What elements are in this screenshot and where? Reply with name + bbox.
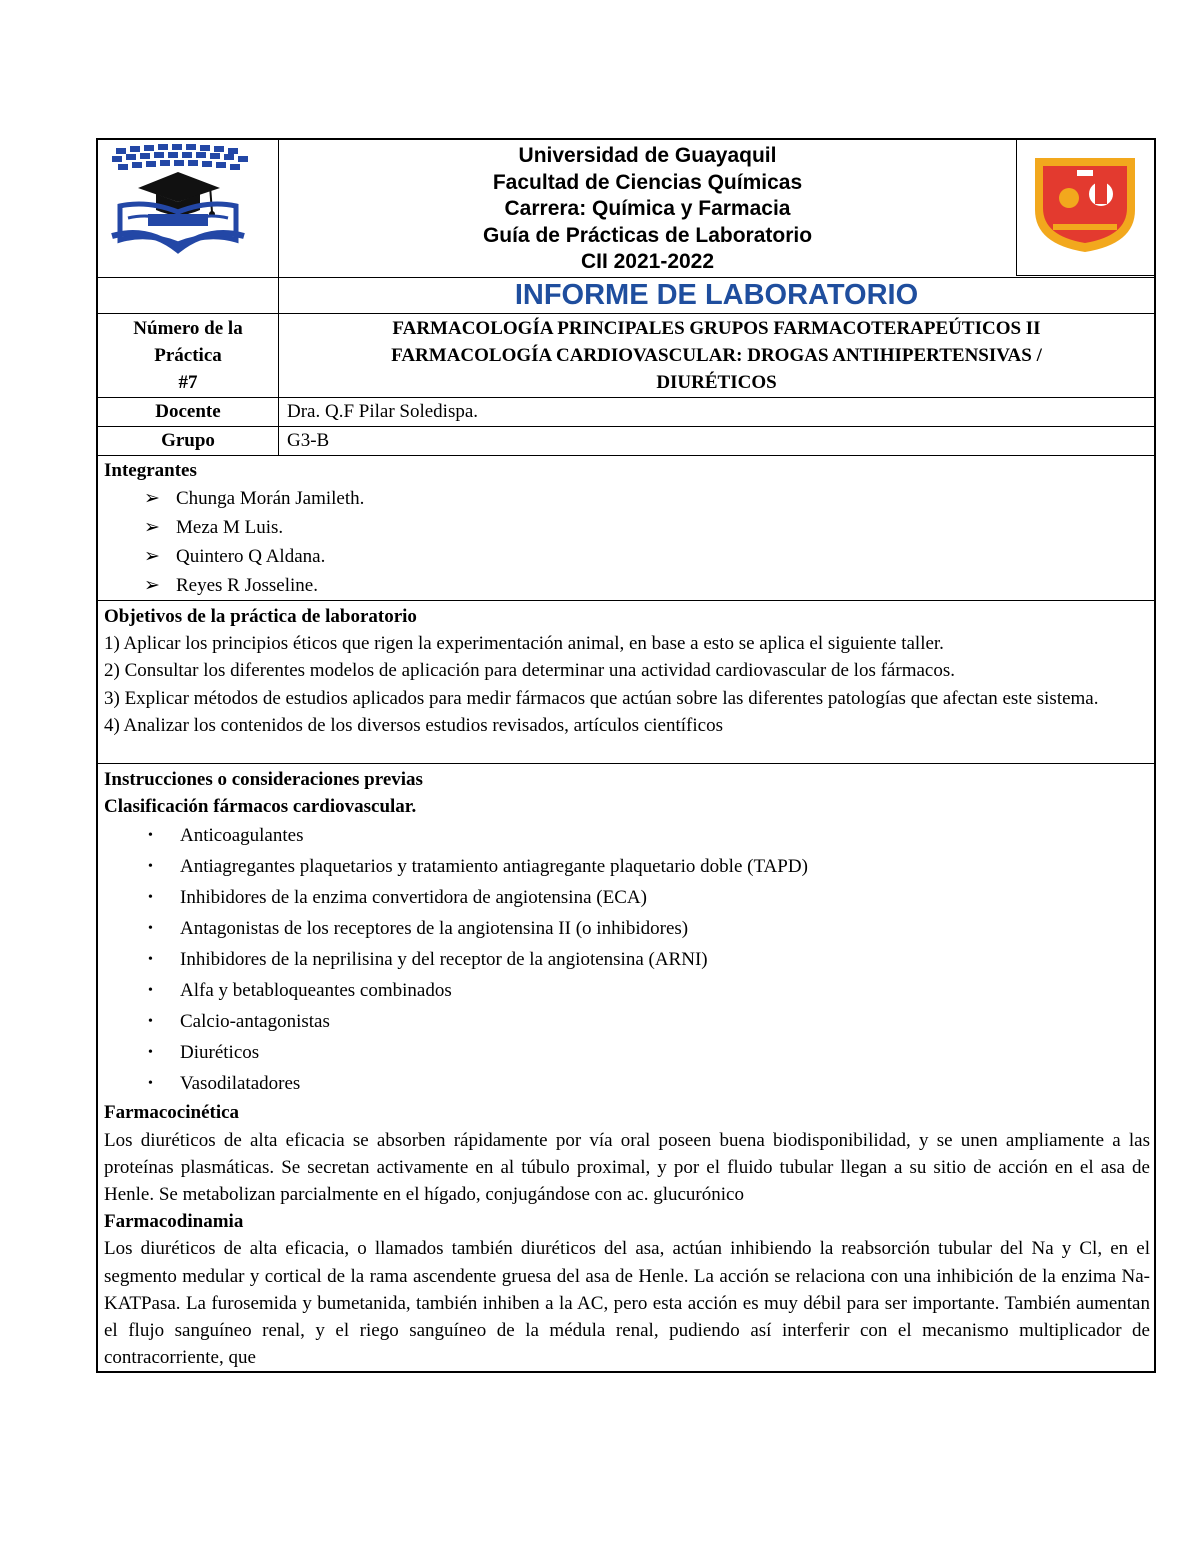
bullet-icon: • xyxy=(148,1076,153,1092)
faculty-name: Facultad de Ciencias Químicas xyxy=(492,170,803,194)
list-item: • Vasodilatadores xyxy=(104,1068,1150,1099)
list-item: ➢ Meza M Luis. xyxy=(104,513,1150,542)
objectives-section xyxy=(98,601,1154,764)
list-item: • Anticoagulantes xyxy=(104,820,1150,851)
pharmacodynamics-text: Los diuréticos de alta eficacia, o llamados también diuréticos del asa, actúan inhibiendo la reabsorción tubular del Na y Cl, en el segmento medular y cortical de la rama ascendente gruesa del asa de Henle. La acción se relaciona con una inhibición de la enzima Na-KATPasa. La furosemida y bumetanida, también inhiben a la AC, pero esta acción es muy débil para ser importante. También aumentan el flujo sanguíneo renal, y el riego sanguíneo de la médula renal, pudiendo así interferir con el mecanismo multiplicador de contracorriente, que xyxy=(104,1238,1150,1369)
members-heading: Integrantes xyxy=(104,460,197,481)
bullet-icon: • xyxy=(148,983,153,999)
members-section xyxy=(98,456,1154,601)
arrow-bullet-icon: ➢ xyxy=(144,488,160,510)
objective-item: 3) Explicar métodos de estudios aplicados para medir fármacos que actúan sobre las diferentes patologías que afectan este sistema. xyxy=(104,687,1099,709)
header-row xyxy=(98,140,1154,278)
instructions-section xyxy=(98,764,1154,1373)
bullet-icon: • xyxy=(148,828,153,844)
bullet-icon: • xyxy=(148,1045,153,1061)
guide-name: Guía de Prácticas de Laboratorio xyxy=(482,223,813,247)
objective-item: 1) Aplicar los principios éticos que rigen la experimentación animal, en base a esto se aplica el siguiente taller. xyxy=(104,633,944,655)
university-logo xyxy=(98,140,276,274)
list-item: • Antiagregantes plaquetarios y tratamiento antiagregante plaquetario doble (TAPD) xyxy=(104,851,1150,882)
career-name: Carrera: Química y Farmacia xyxy=(504,197,791,220)
teacher-label: Docente xyxy=(155,401,221,422)
teacher-row xyxy=(98,398,1154,427)
objective-item: 2) Consultar los diferentes modelos de aplicación para determinar una actividad cardiovascular de los fármacos. xyxy=(104,660,955,682)
objective-item: 4) Analizar los contenidos de los diversos estudios revisados, artículos científicos xyxy=(104,714,723,736)
instructions-heading: Instrucciones o consideraciones previas xyxy=(104,769,423,790)
list-item: ➢ Reyes R Josseline. xyxy=(104,571,1150,600)
arrow-bullet-icon: ➢ xyxy=(144,546,160,568)
bullet-icon: • xyxy=(148,859,153,875)
institution-header xyxy=(278,140,1016,277)
practice-label: Número de la Práctica #7 xyxy=(98,314,278,397)
faculty-logo-cell xyxy=(1016,140,1154,276)
faculty-logo xyxy=(1017,140,1153,274)
bullet-icon: • xyxy=(148,1014,153,1030)
university-logo-cell xyxy=(98,140,278,277)
lab-report-table xyxy=(96,138,1156,1373)
report-title-row xyxy=(98,278,1154,314)
university-name: Universidad de Guayaquil xyxy=(518,144,777,167)
practice-title: FARMACOLOGÍA PRINCIPALES GRUPOS FARMACOTERAPEÚTICOS II FARMACOLOGÍA CARDIOVASCULAR: DROGAS ANTIHIPERTENSIVAS / DIURÉTICOS xyxy=(278,314,1154,397)
report-title: INFORME DE LABORATORIO xyxy=(278,278,1154,313)
list-item: ➢ Quintero Q Aldana. xyxy=(104,542,1150,571)
classification-list xyxy=(104,820,1150,1099)
list-item: • Antagonistas de los receptores de la angiotensina II (o inhibidores) xyxy=(104,913,1150,944)
practice-number: #7 xyxy=(178,372,198,393)
members-list xyxy=(104,484,1150,600)
pharmacokinetics-text: Los diuréticos de alta eficacia se absorben rápidamente por vía oral poseen buena biodisponibilidad, y se unen ampliamente a las proteínas plasmáticas. Se secretan activamente en al túbulo proximal, y por el fluido tubular llegan a su sitio de acción en el asa de Henle. Se metabolizan parcialmente en el hígado, conjugándose con ac. glucurónico xyxy=(104,1129,1150,1206)
group-value: G3-B xyxy=(278,427,1154,455)
pharmacodynamics-heading: Farmacodinamia xyxy=(104,1211,244,1233)
teacher-value: Dra. Q.F Pilar Soledispa. xyxy=(278,398,1154,426)
classification-heading: Clasificación fármacos cardiovascular. xyxy=(104,796,417,818)
arrow-bullet-icon: ➢ xyxy=(144,517,160,539)
objectives-heading: Objetivos de la práctica de laboratorio xyxy=(104,606,417,627)
list-item: • Alfa y betabloqueantes combinados xyxy=(104,975,1150,1006)
bullet-icon: • xyxy=(148,952,153,968)
practice-row xyxy=(98,314,1154,398)
group-row xyxy=(98,427,1154,456)
list-item: ➢ Chunga Morán Jamileth. xyxy=(104,484,1150,513)
pharmacokinetics-heading: Farmacocinética xyxy=(104,1102,240,1124)
list-item: • Inhibidores de la enzima convertidora de angiotensina (ECA) xyxy=(104,882,1150,913)
group-label: Grupo xyxy=(161,430,215,451)
list-item: • Inhibidores de la neprilisina y del receptor de la angiotensina (ARNI) xyxy=(104,944,1150,975)
bullet-icon: • xyxy=(148,890,153,906)
cycle-name: CII 2021-2022 xyxy=(580,250,715,273)
list-item: • Calcio-antagonistas xyxy=(104,1006,1150,1037)
bullet-icon: • xyxy=(148,921,153,937)
arrow-bullet-icon: ➢ xyxy=(144,575,160,597)
list-item: • Diuréticos xyxy=(104,1037,1150,1068)
